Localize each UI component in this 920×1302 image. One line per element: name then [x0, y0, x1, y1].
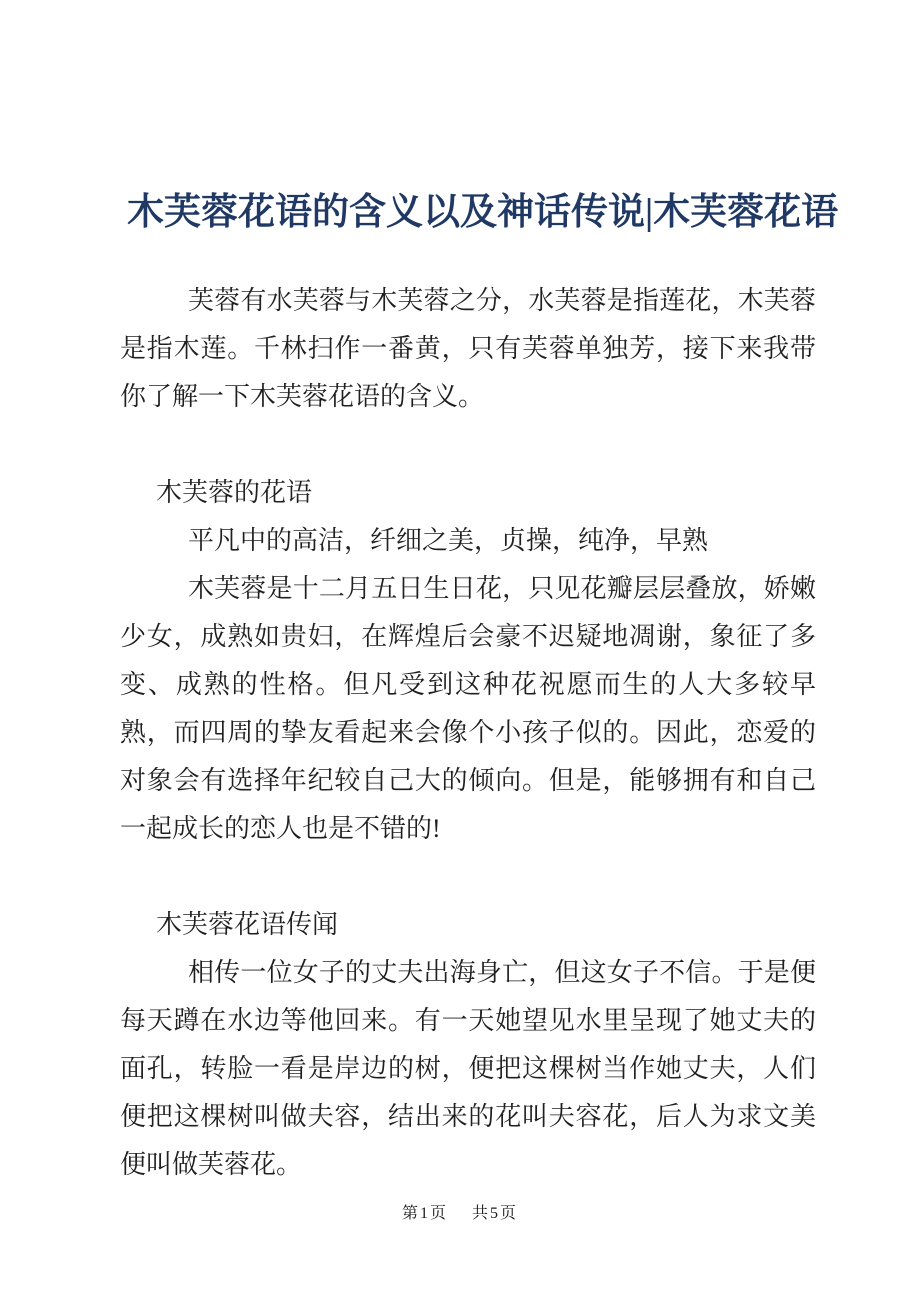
document-body: [120, 277, 816, 1189]
paragraph-flower-language-detail: 木芙蓉是十二月五日生日花，只见花瓣层层叠放，娇嫩少女，成熟如贵妇，在辉煌后会豪不迟疑地凋谢，象征了多变、成熟的性格。但凡受到这种花祝愿而生的人大多较早熟，而四周的挚友看起来会像个小孩子似的。因此，恋爱的对象会有选择年纪较自己大的倾向。但是，能够拥有和自己一起成长的恋人也是不错的!: [120, 574, 816, 843]
section-heading-legend: 木芙蓉花语传闻: [156, 910, 339, 939]
document-title: 木芙蓉花语的含义以及神话传说|木芙蓉花语: [127, 192, 839, 233]
current-page-label: 第1页: [401, 1205, 448, 1222]
section-heading-flower-language: 木芙蓉的花语: [156, 478, 313, 507]
total-pages-label: 共5页: [472, 1205, 519, 1222]
paragraph-legend: 相传一位女子的丈夫出海身亡，但这女子不信。于是便每天蹲在水边等他回来。有一天她望见水里呈现了她丈夫的面孔，转脸一看是岸边的树，便把这棵树当作她丈夫，人们便把这棵树叫做夫容，结出来的花叫夫容花，后人为求文美便叫做芙蓉花。: [120, 958, 816, 1179]
paragraph-flower-language-summary: 平凡中的高洁，纤细之美，贞操，纯净，早熟: [188, 526, 709, 555]
page-footer: [0, 1203, 920, 1225]
paragraph-intro: 芙蓉有水芙蓉与木芙蓉之分，水芙蓉是指莲花，木芙蓉是指木莲。千林扫作一番黄，只有芙蓉单独芳，接下来我带你了解一下木芙蓉花语的含义。: [120, 286, 816, 411]
